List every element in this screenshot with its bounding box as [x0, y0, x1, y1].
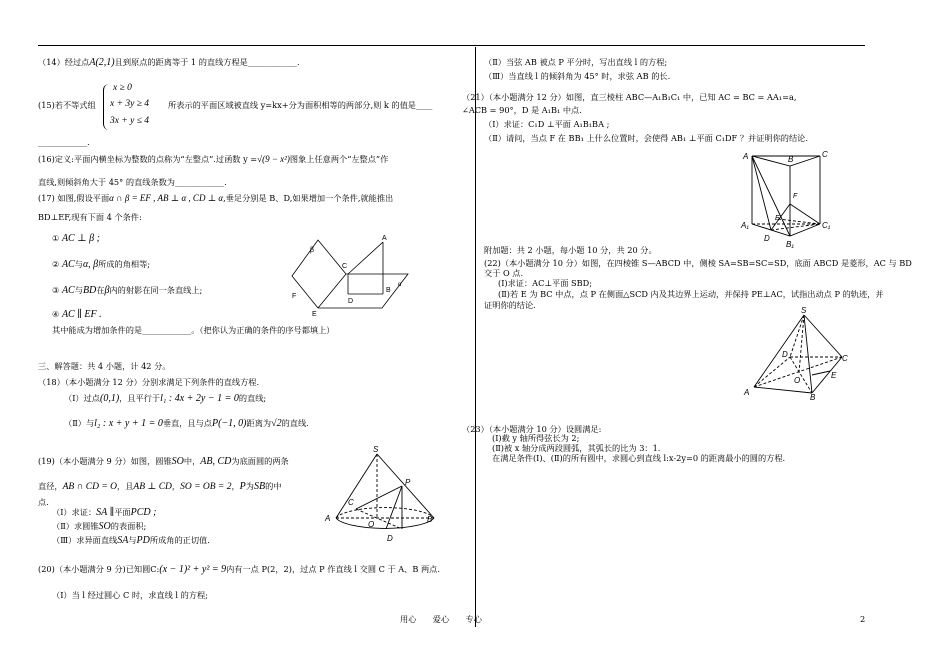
- question-19-part-1: （Ⅰ）求证：SA ∥平面PCD ;: [52, 507, 157, 518]
- cone-figure: [322, 443, 437, 543]
- section-3-heading: 三、解答题：共 4 小题，计 42 分。: [38, 361, 171, 371]
- footer-motto: 用心 爱心 专心: [400, 614, 482, 624]
- question-17-line1: (17) 如图,假设平面α ∩ β = EF , AB ⊥ α , CD ⊥ α,垂足分别是 B、D,如果增加一个条件,就能推出: [38, 193, 394, 203]
- fig2-label-S: S: [373, 445, 379, 454]
- pyramid-figure: [742, 305, 850, 401]
- question-18-part-2: （Ⅱ）与l₂ : x + y + 1 = 0垂直，且与点P(−1, 0)距离为√2的直线.: [64, 418, 309, 429]
- fig3-label-E: E: [775, 215, 780, 222]
- planes-figure: [290, 232, 420, 322]
- fig3-label-D: D: [764, 234, 770, 243]
- question-15-label: (15)若不等式组: [38, 100, 96, 110]
- inequality-1: x ≥ 0: [113, 83, 132, 93]
- question-20-line1: (20)（本小题满分 9 分)已知圆C:(x − 1)² + y² = 9内有一点 P(2，2)，过点 P 作直线 l 交圆 C 于 A、B 两点.: [38, 564, 440, 575]
- question-15-text: 所表示的平面区域被直线 y=kx+分为面积相等的两部分,则 k 的值是____: [168, 100, 433, 110]
- question-20-part-1: （Ⅰ）当 l 经过圆心 C 时，求直线 l 的方程;: [52, 590, 208, 600]
- question-19-line3: 点.: [38, 497, 49, 507]
- condition-2: ② AC与α, β所成的角相等;: [52, 259, 151, 270]
- question-20-part-2: （Ⅱ）当弦 AB 被点 P 平分时，写出直线 l 的方程;: [484, 57, 668, 67]
- question-14: （14）经过点A(2,1)且到原点的距离等于 1 的直线方程是____________.: [38, 57, 300, 68]
- fig2-label-C: C: [348, 498, 354, 507]
- fig3-label-C1: C₁: [822, 221, 831, 230]
- fig4-label-C: C: [842, 354, 848, 363]
- inequality-2: x + 3y ≥ 4: [110, 99, 150, 109]
- fig4-label-A: A: [744, 388, 750, 397]
- question-23-part-3: 在满足条件(Ⅰ)、(Ⅱ)的所有圆中，求圆心到直线 l:x-2y=0 的距离最小的圆的方程.: [492, 453, 786, 463]
- question-21-part-1: （Ⅰ）求证：C₁D ⊥平面 A₁B₁BA ;: [484, 119, 610, 129]
- question-22-line1: (22)（本小题满分 10 分）如图，在四棱锥 S—ABCD 中，侧棱 SA=SB=SC=SD，底面 ABCD 是菱形，AC 与 BD: [484, 258, 912, 268]
- condition-3: ③ AC与BD在β内的射影在同一条直线上;: [52, 285, 203, 296]
- fig3-label-A1: A₁: [741, 221, 749, 230]
- header-rule: [38, 45, 865, 46]
- question-17-tail: 其中能成为增加条件的是____________。（把你认为正确的条件的序号都填上）: [52, 325, 335, 335]
- fig1-label-C: C: [342, 263, 348, 270]
- fig2-label-A: A: [325, 514, 331, 523]
- condition-1: ① AC ⊥ β ;: [52, 233, 100, 244]
- fig1-label-B: B: [386, 287, 391, 294]
- question-16-line2: 直线,则倾斜角大于 45° 的直线条数为____________.: [38, 177, 227, 187]
- question-23-part-1: (Ⅰ)截 y 轴所得弦长为 2;: [492, 433, 580, 443]
- fig1-label-alpha: α: [398, 282, 402, 288]
- fig2-label-O: O: [368, 520, 375, 529]
- question-19-line1: (19)（本小题满分 9 分）如图，圆锥SO中，AB, CD为底面圆的两条: [38, 456, 289, 467]
- fig3-label-C: C: [822, 150, 828, 159]
- question-23-head: （23）（本小题满分 10 分）设圆满足:: [462, 424, 602, 434]
- inequality-3: 3x + y ≤ 4: [110, 116, 150, 126]
- fig4-label-D: D: [782, 350, 788, 359]
- fig3-label-B: B: [788, 155, 794, 164]
- question-19-line2: 直径，AB ∩ CD = O，且AB ⊥ CD，SO = OB = 2，P为SB的中: [38, 481, 282, 492]
- question-22-part-2-cont: 证明你的结论.: [484, 300, 536, 310]
- prism-figure: [738, 148, 838, 250]
- fig3-label-F: F: [793, 193, 798, 200]
- question-15-cont: ____________.: [38, 137, 90, 147]
- question-18-part-1: （Ⅰ）过点(0,1)，且平行于l₁ : 4x + 2y − 1 = 0的直线;: [64, 393, 267, 404]
- fig2-label-B: B: [427, 515, 433, 524]
- fig1-label-beta: β: [310, 247, 315, 254]
- page-number: 2: [860, 614, 866, 624]
- fig1-label-A: A: [382, 235, 387, 242]
- question-21-part-2: （Ⅱ）请问，当点 F 在 BB₁ 上什么位置时，会使得 AB₁ ⊥平面 C₁DF ？并证明你的结论.: [484, 133, 808, 143]
- fig1-label-D: D: [348, 298, 354, 305]
- question-20-part-3: （Ⅲ）当直线 l 的倾斜角为 45° 时，求弦 AB 的长.: [484, 71, 671, 81]
- fig4-label-O: O: [794, 376, 801, 385]
- question-19-part-2: （Ⅱ）求圆锥SO的表面积;: [52, 521, 147, 532]
- column-divider: [475, 47, 476, 627]
- fig2-label-D: D: [387, 534, 393, 543]
- question-23-part-2: (Ⅱ)被 x 轴分成两段圆弧，其弧长的比为 3：1.: [492, 443, 661, 453]
- question-22-part-2: (Ⅱ)若 E 为 BC 中点，点 P 在侧面△SCD 内及其边界上运动，并保持 PE⊥AC，试指出动点 P 的轨迹，并: [498, 289, 884, 299]
- question-21-line1: （21）（本小题满分 12 分）如图，直三棱柱 ABC—A₁B₁C₁ 中，已知 AC = BC = AA₁=a,: [462, 92, 797, 102]
- fig3-label-A: A: [743, 152, 749, 161]
- fig4-label-E: E: [831, 371, 837, 380]
- question-22-part-1: (Ⅰ)求证：AC⊥平面 SBD;: [498, 278, 592, 288]
- condition-4: ④ AC ∥ EF .: [52, 309, 102, 320]
- question-21-line2: ∠ACB = 90°，D 是 A₁B₁ 中点.: [462, 105, 582, 115]
- extra-heading: 附加题：共 2 小题，每小题 10 分，共 20 分。: [484, 245, 657, 255]
- question-19-part-3: （Ⅲ）求异面直线SA与PD所成角的正切值.: [52, 535, 210, 546]
- fig3-label-B1: B₁: [786, 240, 794, 249]
- fig1-label-F: F: [292, 293, 297, 300]
- fig4-label-S: S: [801, 306, 807, 315]
- question-18-head: （18）（本小题满分 12 分）分别求满足下列条件的直线方程.: [38, 377, 260, 387]
- system-brace: [103, 84, 110, 130]
- question-17-line2: BD⊥EF,现有下面 4 个条件:: [38, 212, 142, 222]
- fig1-label-E: E: [312, 311, 317, 318]
- fig4-label-B: B: [810, 393, 816, 401]
- question-16-line1: (16)定义:平面内横坐标为整数的点称为“左整点”.过函数 y =√(9 − x²)图象上任意两个“左整点”作: [38, 154, 389, 164]
- question-22-line2: 交于 O 点.: [484, 268, 524, 278]
- fig2-label-P: P: [405, 478, 411, 487]
